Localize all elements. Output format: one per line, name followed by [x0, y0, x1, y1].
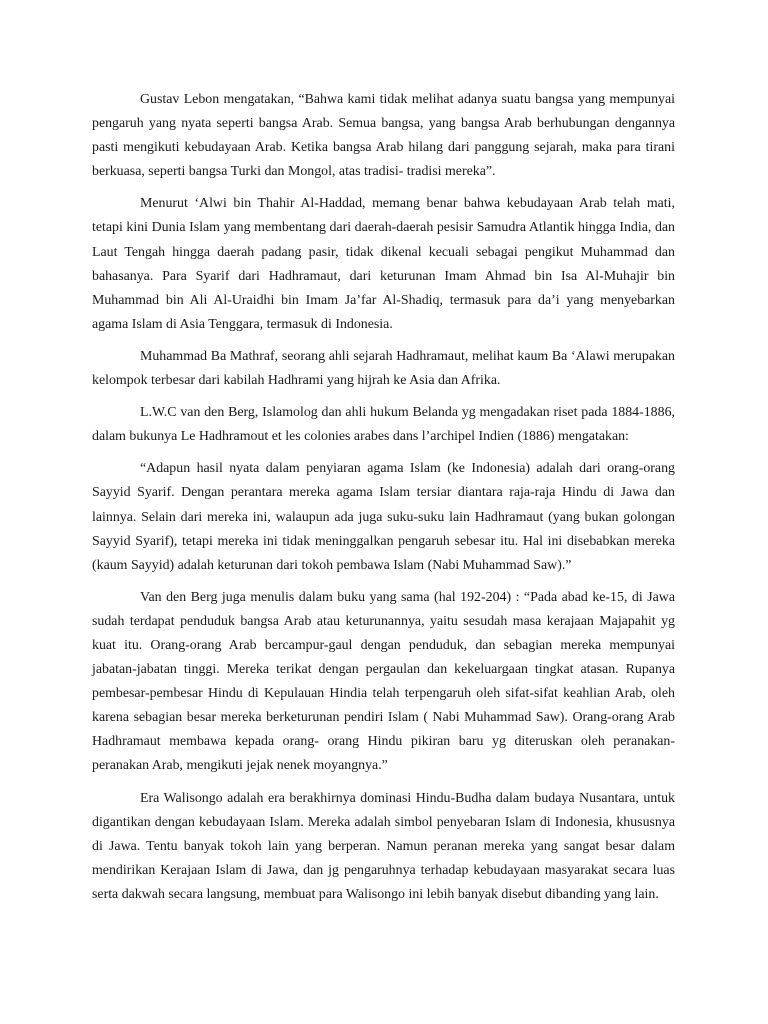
paragraph-alwi-al-haddad: Menurut ‘Alwi bin Thahir Al-Haddad, memang benar bahwa kebudayaan Arab telah mati, tetapi kini Dunia Islam yang membentang dari daerah-daerah pesisir Samudra Atlantik hingga India, dan Laut Tengah hingga daerah padang pasir, tidak dikenal kecuali sebagai pengikut Muhammad dan bahasanya. Para Syarif dari Hadhramaut, dari keturunan Imam Ahmad bin Isa Al-Muhajir bin Muhammad bin Ali Al-Uraidhi bin Imam Ja’far Al-Shadiq, termasuk para da’i yang menyebarkan agama Islam di Asia Tenggara, termasuk di Indonesia. — [92, 196, 675, 332]
document-page — [92, 88, 675, 915]
paragraph-era-walisongo: Era Walisongo adalah era berakhirnya dominasi Hindu-Budha dalam budaya Nusantara, untuk digantikan dengan kebudayaan Islam. Mereka adalah simbol penyebaran Islam di Indonesia, khususnya di Jawa. Tentu banyak tokoh lain yang berperan. Namun peranan mereka yang sangat besar dalam mendirikan Kerajaan Islam di Jawa, dan jg pengaruhnya terhadap kebudayaan masyarakat secara luas serta dakwah secara langsung, membuat para Walisongo ini lebih banyak disebut dibanding yang lain. — [92, 790, 675, 902]
paragraph-ba-mathraf: Muhammad Ba Mathraf, seorang ahli sejarah Hadhramaut, melihat kaum Ba ‘Alawi merupakan kelompok terbesar dari kabilah Hadhrami yang hijrah ke Asia dan Afrika. — [92, 348, 675, 389]
paragraph-van-den-berg-intro: L.W.C van den Berg, Islamolog dan ahli hukum Belanda yg mengadakan riset pada 1884-1886, dalam bukunya Le Hadhramout et les colonies arabes dans l’archipel Indien (1886) mengatakan: — [92, 405, 675, 445]
paragraph-van-den-berg-abad-15: Van den Berg juga menulis dalam buku yang sama (hal 192-204) : “Pada abad ke-15, di Jawa sudah terdapat penduduk bangsa Arab atau keturunannya, yaitu sesudah masa kerajaan Majapahit yg kuat itu. Orang-orang Arab bercampur-gaul dengan penduduk, dan sebagian mereka mempunyai jabatan-jabatan tinggi. Mereka terikat dengan pergaulan dan kekeluargaan tingkat atasan. Rupanya pembesar-pembesar Hindu di Kepulauan Hindia telah terpengaruh oleh sifat-sifat keahlian Arab, oleh karena sebagian besar mereka berketurunan pendiri Islam ( Nabi Muhammad Saw). Orang-orang Arab Hadhramaut membawa kepada orang- orang Hindu pikiran baru yg diteruskan oleh peranakan-peranakan Arab, mengikuti jejak nenek moyangnya.” — [92, 589, 675, 774]
paragraph-gustav-lebon: Gustav Lebon mengatakan, “Bahwa kami tidak melihat adanya suatu bangsa yang mempunyai pengaruh yang nyata seperti bangsa Arab. Semua bangsa, yang bangsa Arab berhubungan dengannya pasti mengikuti kebudayaan Arab. Ketika bangsa Arab hilang dari panggung sejarah, maka para tirani berkuasa, seperti bangsa Turki dan Mongol, atas tradisi- tradisi mereka”. — [92, 92, 675, 180]
paragraph-van-den-berg-quote: “Adapun hasil nyata dalam penyiaran agama Islam (ke Indonesia) adalah dari orang-orang Sayyid Syarif. Dengan perantara mereka agama Islam tersiar diantara raja-raja Hindu di Jawa dan lainnya. Selain dari mereka ini, walaupun ada juga suku-suku lain Hadhramaut (yang bukan golongan Sayyid Syarif), tetapi mereka ini tidak meninggalkan pengaruh sebesar itu. Hal ini disebabkan mereka (kaum Sayyid) adalah keturunan dari tokoh pembawa Islam (Nabi Muhammad Saw).” — [92, 461, 675, 573]
